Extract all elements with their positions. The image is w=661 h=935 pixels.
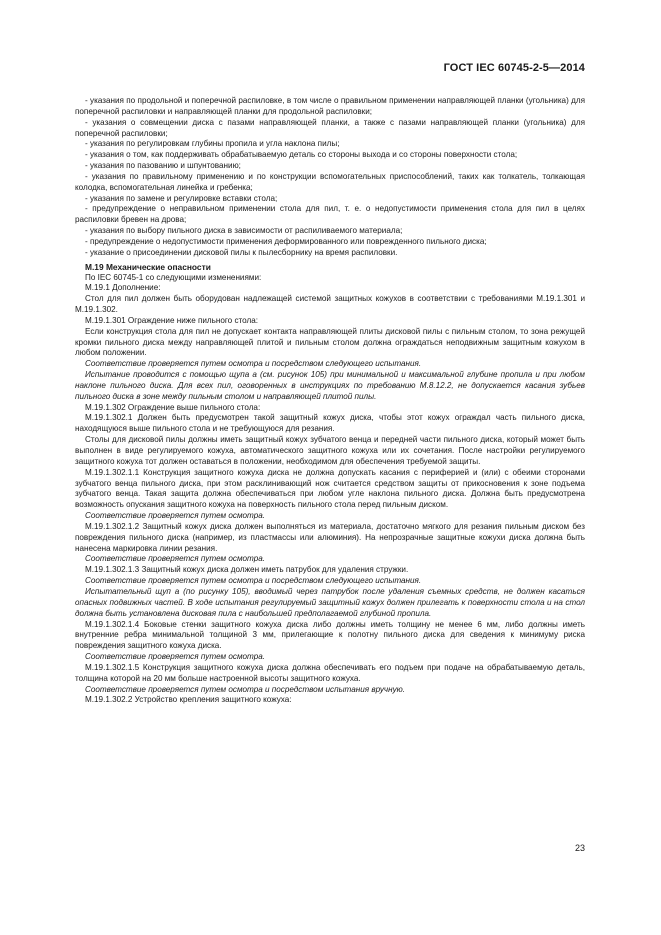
paragraph: - указание о присоединении дисковой пилы к пылесборнику на время распиловки. xyxy=(85,247,398,257)
paragraph: М.19.1.302.1.3 Защитный кожух диска должен иметь патрубок для удаления стружки. xyxy=(85,565,409,575)
paragraph: М.19.1.302 Ограждение выше пильного стола: xyxy=(85,402,261,412)
italic-paragraph: Соответствие проверяется путем осмотра и посредством следующего испытания. xyxy=(85,576,422,586)
paragraph: Если конструкция стола для пил не допускает контакта направляющей плиты дисковой пилы с пильным столом, то зона режущей кромки пильного диска между направляющей плитой и пильным столом должна ограждаться неподвижным защитным кожухом в любом положении. xyxy=(75,326,585,358)
paragraph: М.19.1.302.1.5 Конструкция защитного кожуха диска должна обеспечивать его подъем при подаче на обрабатываемую деталь, толщина которой на 20 мм больше настроенной высоты защитного кожуха. xyxy=(75,662,585,683)
italic-paragraph: Испытательный щуп a (по рисунку 105), вводимый через патрубок после удаления съемных средств, не должен касаться опасных подвижных частей. В ходе испытания регулируемый защитный кожух должен прилегать к поверхности стола и на стол должна быть установлена дисковая пила с наибольшей предполагаемой глубиной пропила. xyxy=(75,586,585,618)
paragraph: М.19.1.302.1 Должен быть предусмотрен такой защитный кожух диска, чтобы этот кожух ограждал часть пильного диска, находящуюся выше пильного стола и не требующуюся для резания. xyxy=(75,413,585,434)
paragraph: - указания по правильному применению и по конструкции вспомогательных приспособлений, таких как толкатель, толкающая колодка, вспомогательная линейка и гребенка; xyxy=(75,171,585,192)
paragraph: Стол для пил должен быть оборудован надлежащей системой защитных кожухов в соответствии с требованиями М.19.1.301 и М.19.1.302. xyxy=(75,294,585,315)
paragraph: М.19.1 Дополнение: xyxy=(85,283,161,293)
italic-paragraph: Соответствие проверяется путем осмотра и посредством испытания вручную. xyxy=(85,684,406,694)
italic-paragraph: Соответствие проверяется путем осмотра. xyxy=(85,511,266,521)
paragraph: М.19.1.302.1.2 Защитный кожух диска должен выполняться из материала, достаточно мягкого для резания пильным диском без повреждения пильного диска (например, из пластмассы или алюминия). На непрозрачные защитные кожухи диска должна быть нанесена маркировка линии резания. xyxy=(75,521,585,553)
italic-paragraph: Испытание проводится с помощью щупа a (см. рисунок 105) при минимальной и максимальной глубине пропила и при любом наклоне пильного диска. Для всех пил, оговоренных в инструкциях по требованию М.8.12.2, не допускается касания зубьев пильного диска в зоне между пильным столом и направляющей плитой пилы. xyxy=(75,370,585,401)
paragraph: - указания по продольной и поперечной распиловке, в том числе о правильном применении направляющей планки (угольника) для поперечной распиловки и направляющей планки для продольной распиловки; xyxy=(75,96,585,116)
paragraph: - указания по замене и регулировке вставки стола; xyxy=(85,193,278,203)
paragraph: М.19.1.302.1.1 Конструкция защитного кожуха диска не должна допускать касания с периферией и (или) с обеими сторонами зубчатого венца пильного диска, при этом расклинивающий нож считается средством защиты от прикосновения к зоне подъема зубчатого венца. Такая защита должна обеспечиваться при любом угле наклона пильного диска. Должна быть предусмотрена возможность опускания защитного кожуха на поверхность пильного стола перед пильным диском. xyxy=(75,467,585,510)
document-body xyxy=(75,96,585,706)
paragraph: - предупреждение о недопустимости применения деформированного или поврежденного пильного диска; xyxy=(85,236,487,246)
italic-paragraph: Соответствие проверяется путем осмотра. xyxy=(85,554,266,564)
paragraph: Столы для дисковой пилы должны иметь защитный кожух зубчатого венца и передней части пильного диска, который может быть выполнен в виде регулируемого кожуха, автоматического защитного кожуха или их сочетания. После настройки регулируемого защитного кожуха тот должен оставаться в положении, необходимом для обеспечения требуемой защиты. xyxy=(75,435,585,466)
paragraph: М.19.1.302.1.4 Боковые стенки защитного кожуха диска либо должны иметь толщину не менее 6 мм, либо должны иметь внутренние ребра минимальной толщиной 3 мм, прилегающие к полотну пильного диска для сведения к минимуму риска повреждения защитного кожуха диска. xyxy=(75,619,585,651)
document-header: ГОСТ IEC 60745-2-5—2014 xyxy=(443,62,585,74)
paragraph: - указания о том, как поддерживать обрабатываемую деталь со стороны выхода и со стороны поверхности стола; xyxy=(85,150,518,160)
paragraph: - указания о совмещении диска с пазами направляющей планки, а также с пазами направляющей планки (угольника) для поперечной распиловки; xyxy=(75,117,585,138)
paragraph: По IEC 60745-1 со следующими изменениями: xyxy=(85,272,262,282)
paragraph: - указания по пазованию и шпунтованию; xyxy=(85,161,241,171)
paragraph: М.19.1.302.2 Устройство крепления защитного кожуха: xyxy=(85,695,292,705)
paragraph: - предупреждение о неправильном применении стола для пил, т. е. о недопустимости применения стола для пил в целях распиловки бревен на дрова; xyxy=(75,204,585,225)
italic-paragraph: Соответствие проверяется путем осмотра. xyxy=(85,652,266,662)
paragraph: - указания по регулировкам глубины пропила и угла наклона пилы; xyxy=(85,139,340,149)
page-number: 23 xyxy=(574,843,585,853)
paragraph: М.19.1.301 Ограждение ниже пильного стола: xyxy=(85,315,258,325)
section-heading: М.19 Механические опасности xyxy=(85,261,211,272)
italic-paragraph: Соответствие проверяется путем осмотра и посредством следующего испытания. xyxy=(85,359,422,369)
paragraph: - указания по выбору пильного диска в зависимости от распиливаемого материала; xyxy=(85,226,403,236)
